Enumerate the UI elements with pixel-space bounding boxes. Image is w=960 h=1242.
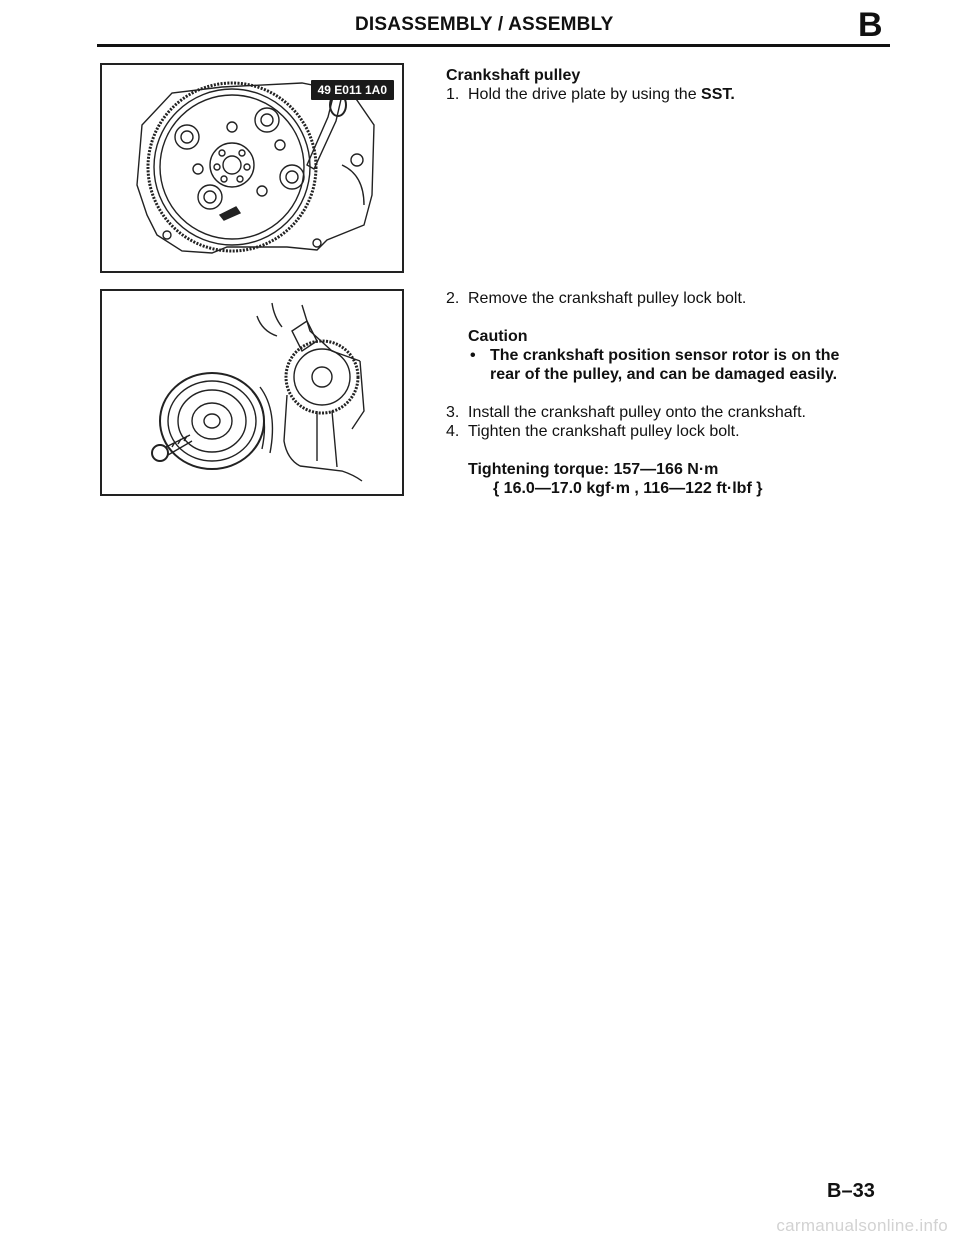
tightening-torque-line-1: Tightening torque: 157—166 N·m [468, 461, 719, 478]
tightening-torque-line-2: { 16.0—17.0 kgf·m , 116—122 ft·lbf } [493, 480, 763, 497]
section-letter: B [858, 6, 883, 44]
step-4-text: Tighten the crankshaft pulley lock bolt. [468, 423, 740, 440]
step-group-1 [446, 66, 896, 104]
sst-part-number-label: 49 E011 1A0 [311, 80, 394, 100]
step-2-number: 2. [446, 290, 460, 307]
caution-line-2: rear of the pulley, and can be damaged easily. [490, 366, 838, 383]
header-rule [97, 44, 890, 47]
step-1 [446, 85, 896, 104]
drive-plate-figure [100, 63, 404, 273]
step-3-number: 3. [446, 404, 460, 421]
page-number: B–33 [827, 1180, 875, 1202]
step-4-number: 4. [446, 423, 460, 440]
caution-bullet: • [470, 347, 476, 364]
step-2 [446, 289, 896, 308]
step-3-text: Install the crankshaft pulley onto the crankshaft. [468, 404, 806, 421]
step-1-number: 1. [446, 86, 460, 103]
caution-note [446, 346, 896, 384]
crankshaft-pulley-illustration [102, 291, 402, 494]
caution-heading: Caution [468, 328, 528, 345]
step-group-2 [446, 289, 896, 498]
crankshaft-pulley-figure [100, 289, 404, 496]
page-title: DISASSEMBLY / ASSEMBLY [355, 14, 614, 35]
step-4 [446, 422, 896, 441]
watermark: carmanualsonline.info [776, 1216, 948, 1235]
section-heading-crankshaft-pulley: Crankshaft pulley [446, 67, 581, 84]
caution-line-1: The crankshaft position sensor rotor is on the [490, 347, 840, 364]
step-3 [446, 403, 896, 422]
step-1-text: Hold the drive plate by using the [468, 86, 697, 103]
step-2-text: Remove the crankshaft pulley lock bolt. [468, 290, 747, 307]
step-1-sst: SST. [701, 86, 735, 103]
